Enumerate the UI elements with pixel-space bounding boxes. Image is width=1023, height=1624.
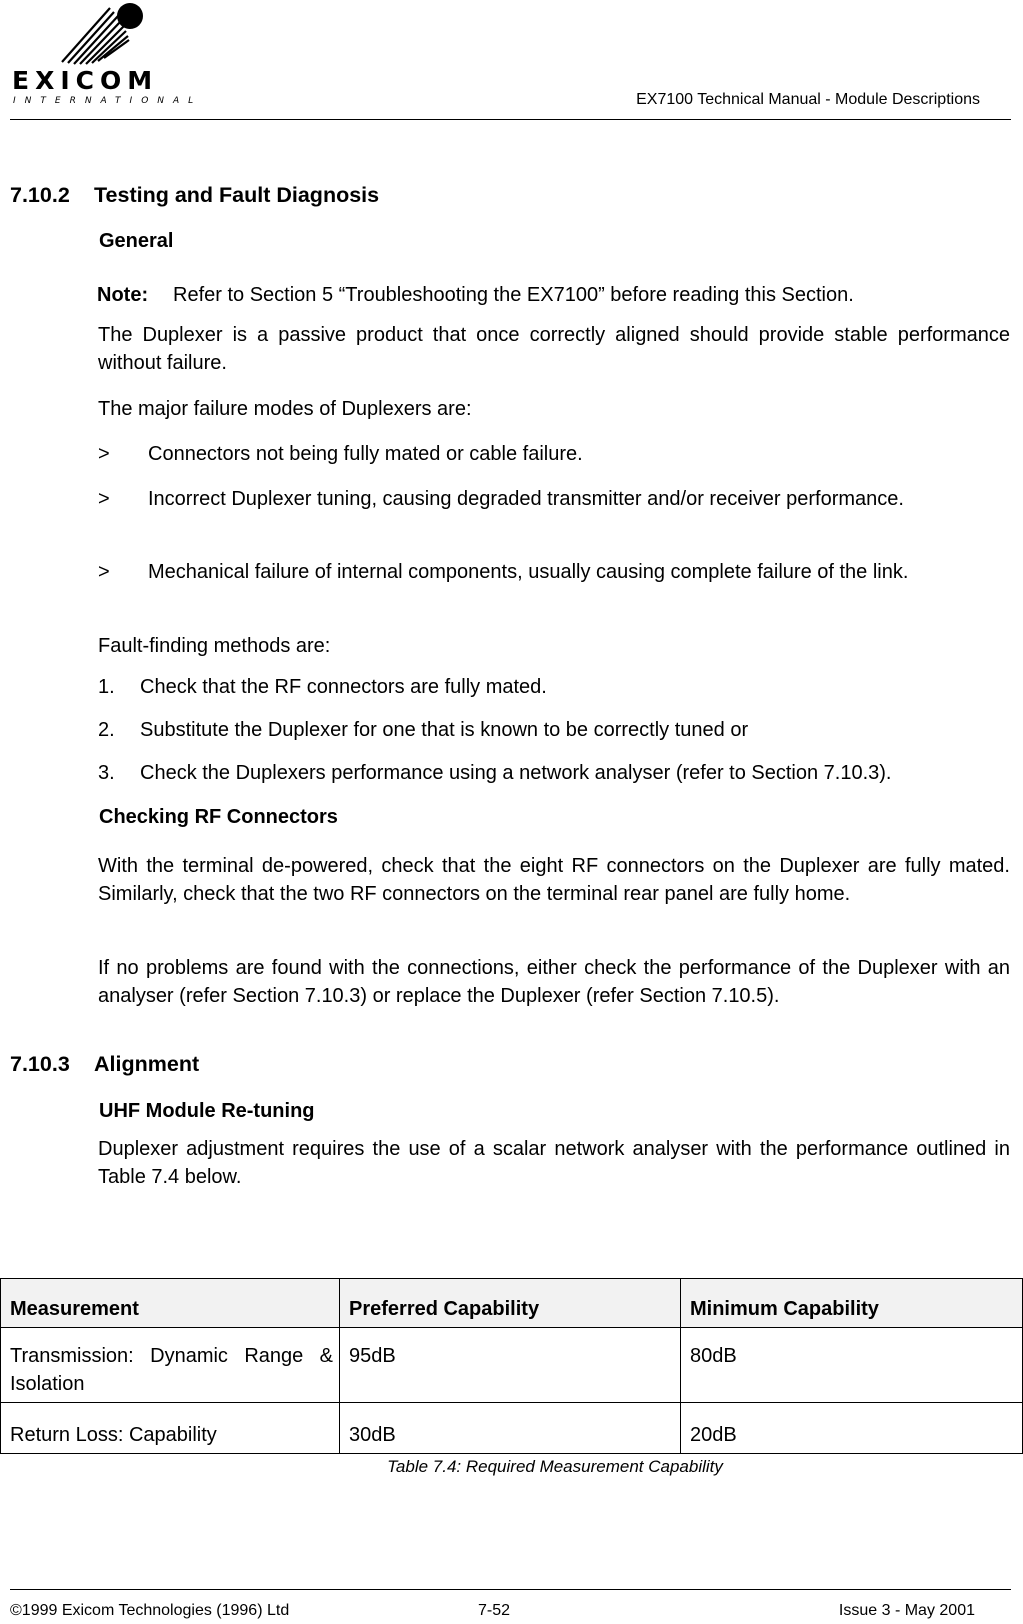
table-cell: 95dB: [340, 1328, 681, 1403]
list-item: [98, 558, 1010, 586]
section-heading-alignment: [10, 1052, 199, 1077]
measurement-capability-table: [0, 1278, 1023, 1454]
list-item-text: Mechanical failure of internal components, usually causing complete failure of the link.: [148, 561, 909, 583]
column-header: Measurement: [1, 1279, 340, 1328]
subheading-checking-rf-connectors: Checking RF Connectors: [99, 806, 338, 828]
section-title: Testing and Fault Diagnosis: [94, 183, 380, 207]
table-cell: Return Loss: Capability: [1, 1403, 340, 1454]
footer-copyright: ©1999 Exicom Technologies (1996) Ltd: [10, 1602, 290, 1619]
logo-tagline: INTERNATIONAL: [13, 96, 203, 106]
company-logo: [12, 0, 203, 112]
rf-paragraph-2: If no problems are found with the connections, either check the performance of the Duplexer with an analyser (refer Section 7.10.3) or replace the Duplexer (refer Section 7.10.5).: [98, 957, 1010, 1007]
header-divider: [10, 119, 1011, 120]
table-row: [1, 1403, 1023, 1454]
section-number: 7.10.2: [10, 183, 70, 207]
list-item-text: Incorrect Duplexer tuning, causing degraded transmitter and/or receiver performance.: [148, 488, 904, 510]
bullet-mark: >: [98, 488, 110, 510]
table-header-row: [1, 1279, 1023, 1328]
rf-paragraph-1: With the terminal de-powered, check that the eight RF connectors on the Duplexer are fully mated. Similarly, check that the two RF connectors on the terminal rear panel are fully home.: [98, 855, 1010, 905]
section-number: 7.10.3: [10, 1052, 70, 1076]
item-number: 2.: [98, 719, 115, 741]
subheading-uhf-module-retuning: UHF Module Re-tuning: [99, 1100, 315, 1122]
column-header: Minimum Capability: [681, 1279, 1023, 1328]
item-text: Substitute the Duplexer for one that is known to be correctly tuned or: [140, 719, 749, 741]
bullet-mark: >: [98, 561, 110, 583]
numbered-item: [98, 676, 547, 699]
item-number: 3.: [98, 762, 115, 784]
table-caption: Table 7.4: Required Measurement Capability: [387, 1457, 723, 1476]
item-number: 1.: [98, 676, 115, 698]
note-label: Note:: [97, 284, 149, 306]
numbered-item: [98, 719, 748, 742]
table-cell: Transmission: Dynamic Range & Isolation: [1, 1328, 340, 1403]
note: [97, 284, 854, 307]
list-item: [98, 440, 1010, 468]
methods-intro: Fault-finding methods are:: [98, 635, 331, 657]
footer-page-number: 7-52: [478, 1602, 511, 1619]
table-cell: 80dB: [681, 1328, 1023, 1403]
list-item-text: Connectors not being fully mated or cable failure.: [148, 443, 583, 465]
subheading-general: General: [99, 230, 174, 252]
footer-issue: Issue 3 - May 2001: [838, 1602, 975, 1619]
bullet-mark: >: [98, 443, 110, 465]
item-text: Check the Duplexers performance using a network analyser (refer to Section 7.10.3).: [140, 762, 892, 784]
table-cell: 20dB: [681, 1403, 1023, 1454]
intro-paragraph: The Duplexer is a passive product that once correctly aligned should provide stable performance without failure.: [98, 324, 1010, 374]
document-header-title: EX7100 Technical Manual - Module Descriptions: [636, 91, 980, 108]
list-item: [98, 485, 1010, 513]
item-text: Check that the RF connectors are fully mated.: [140, 676, 547, 698]
logo-swoosh-icon: [12, 0, 182, 70]
section-title: Alignment: [94, 1052, 200, 1076]
table-row: [1, 1328, 1023, 1403]
uhf-paragraph: Duplexer adjustment requires the use of a scalar network analyser with the performance outlined in Table 7.4 below.: [98, 1138, 1010, 1188]
section-heading-testing: [10, 183, 379, 208]
note-text: Refer to Section 5 “Troubleshooting the EX7100” before reading this Section.: [173, 284, 854, 306]
numbered-item: [98, 762, 891, 785]
logo-wordmark: EXICOM: [12, 66, 159, 95]
failure-modes-intro: The major failure modes of Duplexers are:: [98, 398, 472, 420]
table-cell: 30dB: [340, 1403, 681, 1454]
column-header: Preferred Capability: [340, 1279, 681, 1328]
footer-divider: [10, 1589, 1011, 1590]
